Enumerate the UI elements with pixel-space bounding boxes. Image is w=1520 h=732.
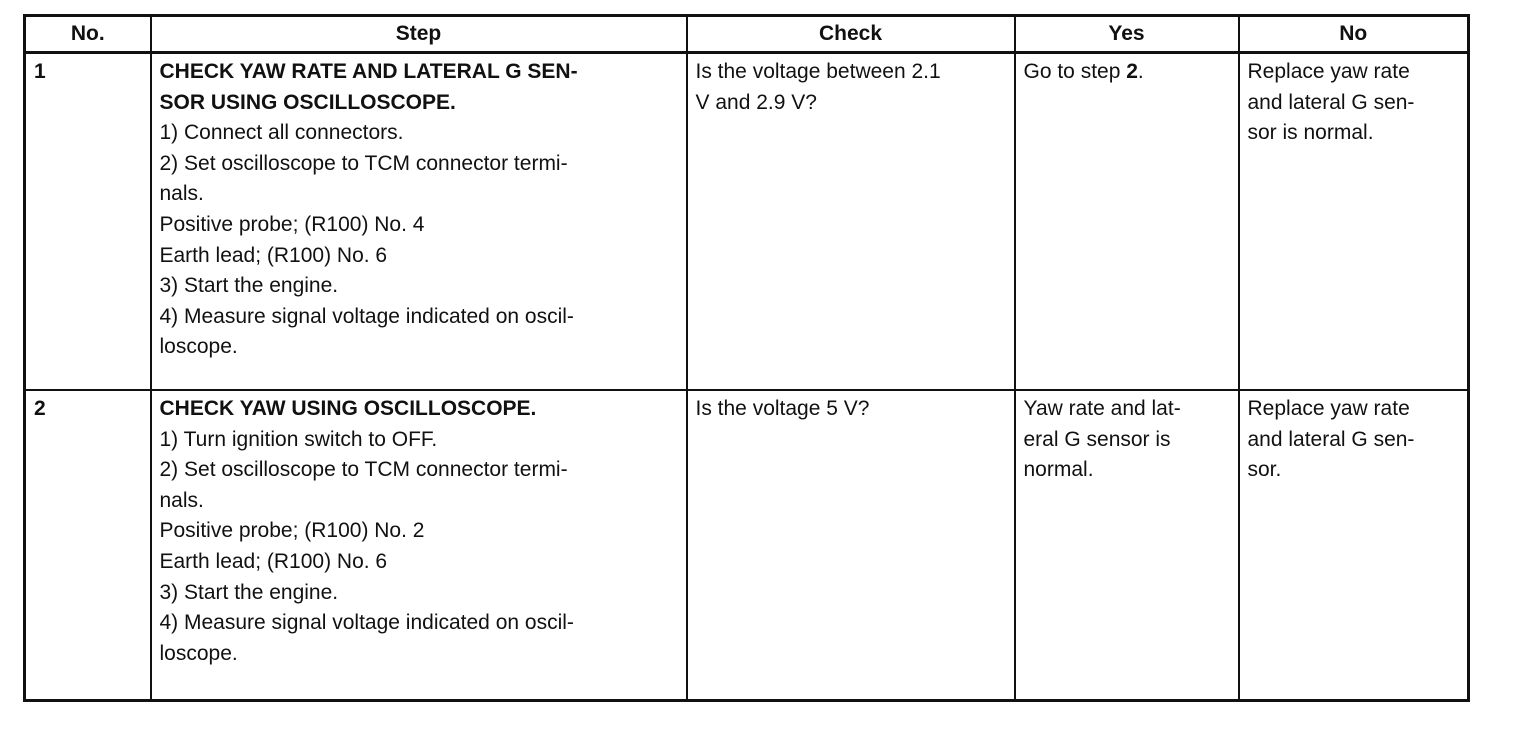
no-text: and lateral G sen- [1247, 427, 1415, 451]
header-no: No. [25, 16, 151, 53]
table-row [25, 53, 1469, 391]
yes-text: Yaw rate and lat- [1023, 397, 1181, 420]
yes-prefix: Go to step [1023, 60, 1127, 83]
step-instruction: Positive probe; (R100) No. 4 [159, 212, 425, 236]
step-instruction: 2) Set oscilloscope to TCM connector termi- [159, 151, 568, 175]
step-title: SOR USING OSCILLOSCOPE. [159, 90, 456, 114]
check-cell [687, 390, 1015, 701]
yes-text [1024, 57, 1230, 88]
step-instruction: loscope. [159, 641, 238, 665]
step-instruction: nals. [159, 182, 204, 206]
yes-text: normal. [1023, 458, 1094, 482]
step-instruction: 3) Start the engine. [159, 580, 339, 604]
no-text: sor is normal. [1247, 121, 1374, 145]
no-cell [1239, 390, 1469, 701]
check-cell [687, 53, 1015, 391]
step-instruction: Positive probe; (R100) No. 2 [159, 519, 425, 543]
yes-cell [1015, 390, 1239, 701]
step-number: 1 [25, 53, 151, 391]
yes-text: eral G sensor is [1023, 427, 1171, 451]
step-title: CHECK YAW RATE AND LATERAL G SEN- [159, 60, 578, 83]
step-instruction: 3) Start the engine. [159, 274, 339, 298]
yes-step-ref: 2 [1126, 60, 1138, 83]
no-text: and lateral G sen- [1247, 90, 1415, 114]
step-number: 2 [25, 390, 151, 701]
header-yes: Yes [1015, 16, 1239, 53]
no-text: sor. [1247, 458, 1282, 482]
check-text: Is the voltage 5 V? [695, 397, 870, 420]
header-step: Step [151, 16, 687, 53]
header-row [25, 16, 1469, 53]
header-check: Check [687, 16, 1015, 53]
diagnosis-table [23, 14, 1470, 702]
step-instruction: nals. [159, 488, 204, 512]
no-cell [1239, 53, 1469, 391]
table-row [25, 390, 1469, 701]
step-instruction: 2) Set oscilloscope to TCM connector termi- [159, 458, 568, 482]
step-instruction: 4) Measure signal voltage indicated on oscil- [159, 611, 574, 635]
step-instruction: Earth lead; (R100) No. 6 [159, 549, 388, 573]
no-text: Replace yaw rate [1247, 60, 1410, 83]
step-instruction: loscope. [159, 335, 238, 359]
header-no-result: No [1239, 16, 1469, 53]
yes-cell [1015, 53, 1239, 391]
check-text: Is the voltage between 2.1 [695, 60, 941, 83]
step-instruction: Earth lead; (R100) No. 6 [159, 243, 388, 267]
step-cell [151, 53, 687, 391]
step-title: CHECK YAW USING OSCILLOSCOPE. [159, 397, 537, 420]
step-instruction: 1) Connect all connectors. [159, 121, 404, 145]
step-instruction: 1) Turn ignition switch to OFF. [159, 427, 438, 451]
step-instruction: 4) Measure signal voltage indicated on oscil- [159, 304, 574, 328]
check-text: V and 2.9 V? [695, 90, 817, 114]
step-cell [151, 390, 687, 701]
no-text: Replace yaw rate [1247, 397, 1410, 420]
yes-suffix: . [1137, 60, 1144, 83]
